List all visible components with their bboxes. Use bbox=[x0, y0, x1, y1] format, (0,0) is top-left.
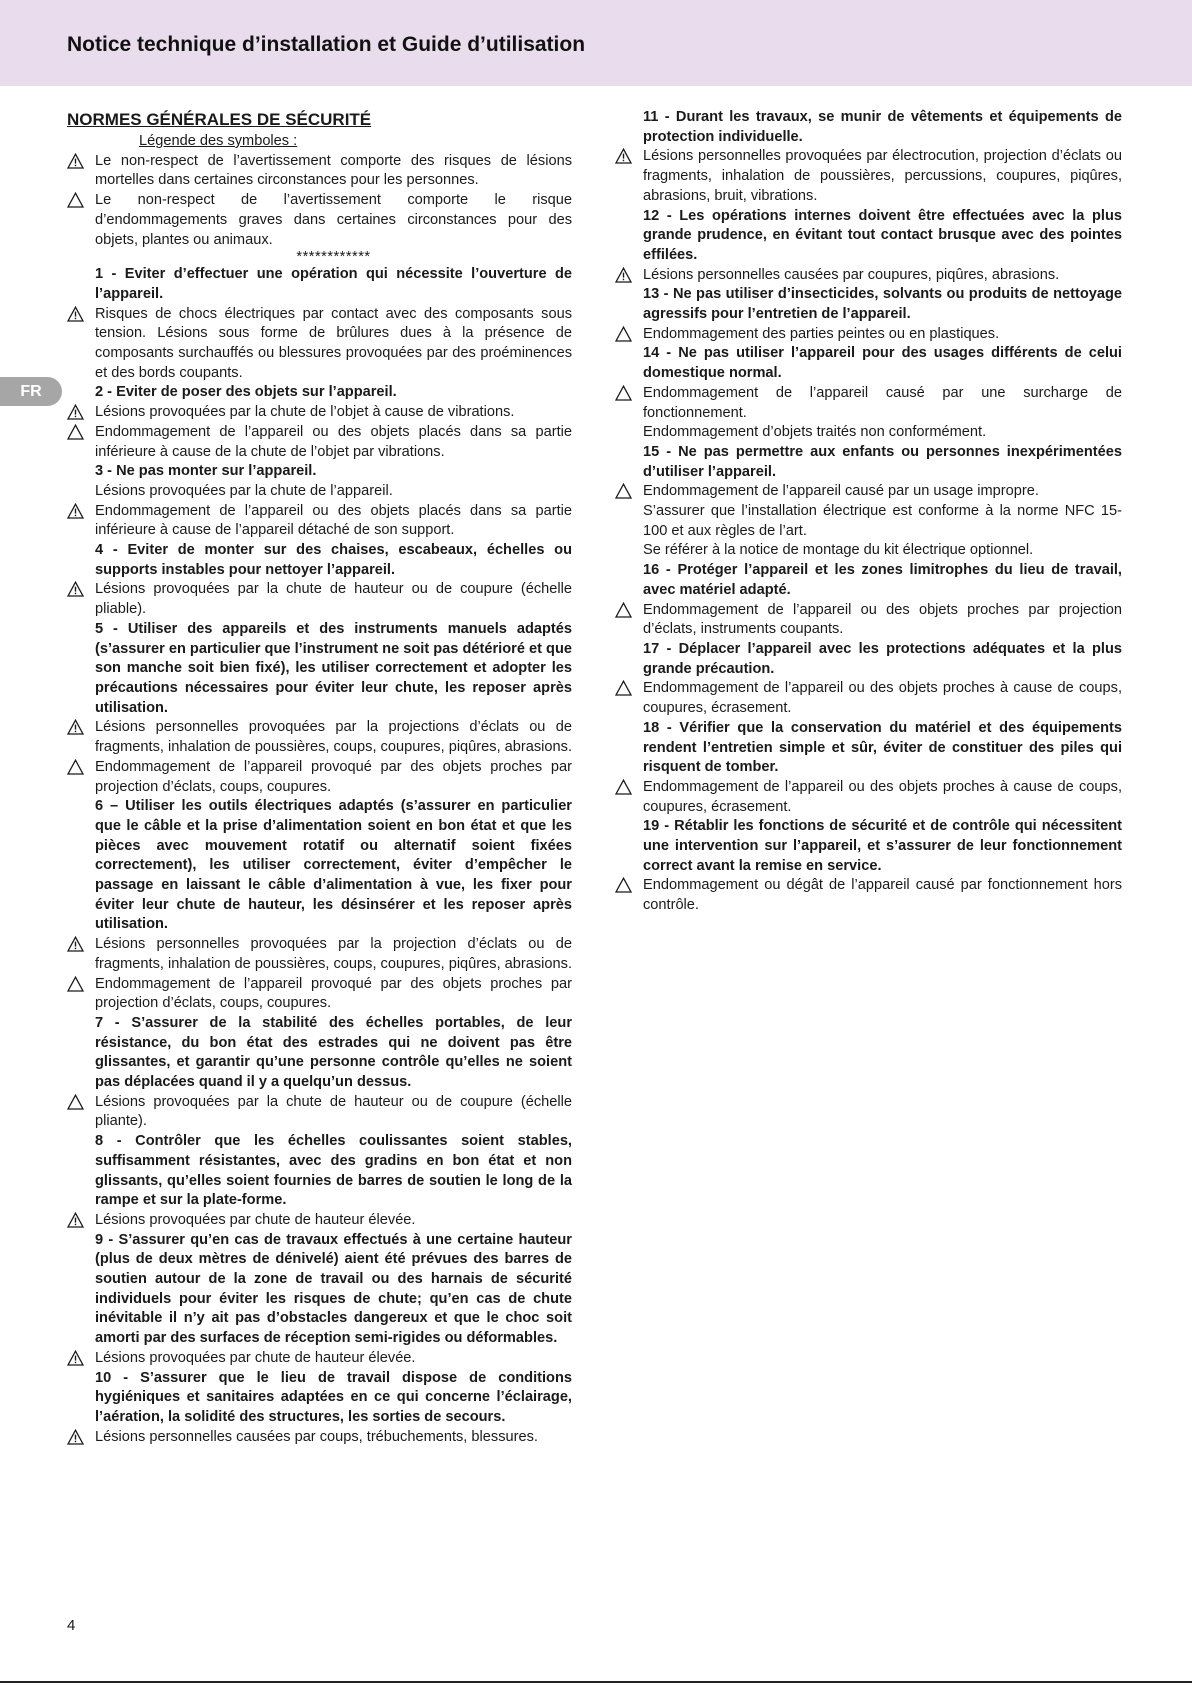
risk-item: Endommagement de l’appareil provoqué par des objets proches par projection d’éclats, coups, coupures. bbox=[67, 975, 572, 1014]
page-header bbox=[0, 0, 1192, 86]
caution-triangle-icon bbox=[615, 680, 632, 696]
risk-item: Lésions provoquées par chute de hauteur élevée. bbox=[67, 1349, 572, 1369]
caution-triangle-icon bbox=[67, 424, 84, 440]
rule-heading: 15 - Ne pas permettre aux enfants ou personnes inexpérimentées d’utiliser l’appareil. bbox=[643, 443, 1122, 480]
risk-item: Endommagement de l’appareil causé par un usage impropre. bbox=[615, 482, 1122, 502]
danger-warning-icon bbox=[67, 719, 84, 735]
rule-heading: 5 - Utiliser des appareils et des instruments manuels adaptés (s’assurer en particulier que l’instrument ne soit pas détérioré et que son manche soit bien fixé), les utiliser correctement et adopter les précautions nécessaires pour éviter leur chute, les reposer après utilisation. bbox=[95, 620, 572, 716]
rule-heading: 12 - Les opérations internes doivent être effectuées avec la plus grande prudence, en évitant tout contact brusque avec des pointes effilées. bbox=[643, 207, 1122, 263]
risk-item: Lésions personnelles provoquées par la projections d’éclats ou de fragments, inhalation de poussières, coups, coupures, piqûres, abrasions. bbox=[67, 718, 572, 757]
document-title: Notice technique d’installation et Guide d’utilisation bbox=[67, 33, 586, 56]
bottom-rule bbox=[0, 1681, 1192, 1683]
separator: ************ bbox=[296, 249, 371, 266]
rule-heading: 4 - Eviter de monter sur des chaises, escabeaux, échelles ou supports instables pour nettoyer l’appareil. bbox=[95, 542, 572, 578]
rule-heading: 14 - Ne pas utiliser l’appareil pour des usages différents de celui domestique normal. bbox=[643, 345, 1122, 382]
rule-heading: 7 - S’assurer de la stabilité des échelles portables, de leur résistance, du bon état des estrades qui ne doivent pas être glissantes, et garantir qu’une personne contrôle qu’elles ne soient pas déplacées quand il y a quelqu’un dessus. bbox=[95, 1014, 572, 1091]
rule-heading: 2 - Eviter de poser des objets sur l’appareil. bbox=[95, 384, 397, 401]
risk-item: Endommagement ou dégât de l’appareil causé par fonctionnement hors contrôle. bbox=[615, 876, 1122, 915]
caution-triangle-icon bbox=[67, 1094, 84, 1110]
rule-heading: 13 - Ne pas utiliser d’insecticides, solvants ou produits de nettoyage agressifs pour l’entretien de l’appareil. bbox=[643, 286, 1122, 323]
rule-heading: 17 - Déplacer l’appareil avec les protections adéquates et la plus grande précaution. bbox=[643, 640, 1122, 677]
danger-warning-icon bbox=[67, 1350, 84, 1366]
danger-warning-icon bbox=[67, 1212, 84, 1228]
risk-item: Endommagement de l’appareil ou des objets placés dans sa partie inférieure à cause de la chute de l’objet par vibrations. bbox=[67, 423, 572, 462]
caution-triangle-icon bbox=[615, 602, 632, 618]
rule-heading: 9 - S’assurer qu’en cas de travaux effectués à une certaine hauteur (plus de deux mètres de dénivelé) aient été prévues des barres de soutien autour de la zone de travail ou des harnais de sécurité individuels pour éviter les risques de chute; qu’en cas de chute inévitable il n’y ait pas d’obstacles dangereux et que le choc soit amorti par des surfaces de réception semi-rigides ou déformables. bbox=[95, 1231, 572, 1347]
danger-warning-icon bbox=[67, 936, 84, 952]
danger-warning-icon bbox=[67, 581, 84, 597]
caution-triangle-icon bbox=[615, 483, 632, 499]
legend-title: Légende des symboles : bbox=[139, 133, 298, 149]
risk-item: Lésions provoquées par la chute de l’appareil. bbox=[95, 482, 393, 499]
danger-warning-icon bbox=[67, 503, 84, 519]
rule-heading: 1 - Eviter d’effectuer une opération qui nécessite l’ouverture de l’appareil. bbox=[95, 266, 572, 302]
section-title: NORMES GÉNÉRALES DE SÉCURITÉ bbox=[67, 110, 372, 129]
risk-item: Lésions personnelles causées par coupures, piqûres, abrasions. bbox=[615, 266, 1122, 286]
danger-warning-icon bbox=[615, 267, 632, 283]
caution-triangle-icon bbox=[615, 326, 632, 342]
rule-heading: 11 - Durant les travaux, se munir de vêtements et équipements de protection individuelle. bbox=[643, 109, 1122, 145]
danger-warning-icon bbox=[67, 306, 84, 322]
rule-heading: 18 - Vérifier que la conservation du matériel et des équipements rendent l’entretien simple et sûr, éviter de constituer des piles qui risquent de tomber. bbox=[643, 719, 1122, 776]
rule-heading: 16 - Protéger l’appareil et les zones limitrophes du lieu de travail, avec matériel adapté. bbox=[643, 562, 1122, 598]
right-column bbox=[615, 108, 1122, 916]
rule-heading: 10 - S’assurer que le lieu de travail dispose de conditions hygiéniques et sanitaires adaptées en ce qui concerne l’éclairage, l’aération, la solidité des structures, les sorties de secours. bbox=[95, 1369, 572, 1425]
risk-item: Lésions provoquées par la chute de hauteur ou de coupure (échelle pliante). bbox=[67, 1093, 572, 1132]
caution-triangle-icon bbox=[67, 976, 84, 992]
risk-item: Lésions personnelles causées par coups, trébuchements, blessures. bbox=[67, 1428, 572, 1448]
language-tab: FR bbox=[0, 377, 62, 406]
risk-item: Lésions provoquées par la chute de l’objet à cause de vibrations. bbox=[67, 403, 572, 423]
rule-heading: 8 - Contrôler que les échelles coulissantes soient stables, suffisamment résistantes, avec des gradins en bon état et non glissants, qu’elles soient fournies de barres de soutien le long de la rampe et sur la plate-forme. bbox=[95, 1133, 572, 1209]
caution-triangle-icon bbox=[615, 385, 632, 401]
caution-triangle-icon bbox=[615, 779, 632, 795]
rule-heading: 19 - Rétablir les fonctions de sécurité et de contrôle qui nécessitent une intervention sur l’appareil, et s’assurer de leur fonctionnement correct avant la remise en service. bbox=[643, 818, 1122, 874]
risk-item: Endommagement de l’appareil causé par une surcharge de fonctionnement. bbox=[615, 384, 1122, 423]
danger-warning-icon bbox=[67, 1429, 84, 1445]
risk-item: Endommagement de l’appareil ou des objets placés dans sa partie inférieure à cause de l’appareil détaché de son support. bbox=[67, 502, 572, 541]
rule-heading: 6 – Utiliser les outils électriques adaptés (s’assurer en particulier que le câble et la prise d’alimentation soient en bon état et que les pièces avec mouvement rotatif ou alternatif soient fixées correctement), les utiliser correctement, éviter d’empêcher le passage en laissant le câble d’alimentation à vue, les fixer pour éviter leur chute de hauteur, les désinsérer et les reposer après utilisation. bbox=[95, 798, 572, 933]
risk-item: Lésions provoquées par la chute de hauteur ou de coupure (échelle pliable). bbox=[67, 580, 572, 619]
legend-danger: Le non-respect de l’avertissement comporte des risques de lésions mortelles dans certaines circonstances pour les personnes. bbox=[67, 152, 572, 191]
danger-warning-icon bbox=[615, 148, 632, 164]
risk-item: Endommagement de l’appareil ou des objets proches à cause de coups, coupures, écrasement. bbox=[615, 778, 1122, 817]
caution-triangle-icon bbox=[67, 192, 84, 208]
risk-item: Lésions provoquées par chute de hauteur élevée. bbox=[67, 1211, 572, 1231]
risk-item: Risques de chocs électriques par contact avec des composants sous tension. Lésions sous forme de brûlures dues à la présence de composants surchauffés ou blessures provoquées par des proéminences et des bords coupants. bbox=[67, 305, 572, 384]
left-column bbox=[67, 108, 572, 1447]
rule-heading: 3 - Ne pas monter sur l’appareil. bbox=[95, 463, 317, 480]
risk-item: Endommagement des parties peintes ou en plastiques. bbox=[615, 325, 1122, 345]
risk-item: Endommagement de l’appareil ou des objets proches par projection d’éclats, instruments coupants. bbox=[615, 601, 1122, 640]
danger-warning-icon bbox=[67, 404, 84, 420]
risk-item: Endommagement de l’appareil ou des objets proches à cause de coups, coupures, écrasement. bbox=[615, 679, 1122, 718]
caution-triangle-icon bbox=[615, 877, 632, 893]
risk-item: Lésions personnelles provoquées par la projection d’éclats ou de fragments, inhalation de poussières, coups, coupures, piqûres, abrasions. bbox=[67, 935, 572, 974]
legend-caution: Le non-respect de l’avertissement comporte le risque d’endommagements graves dans certaines circonstances pour des objets, plantes ou animaux. bbox=[67, 191, 572, 250]
note-item: Se référer à la notice de montage du kit électrique optionnel. bbox=[643, 542, 1034, 559]
page-number: 4 bbox=[67, 1617, 76, 1634]
caution-triangle-icon bbox=[67, 759, 84, 775]
risk-item: Endommagement de l’appareil provoqué par des objets proches par projection d’éclats, coups, coupures. bbox=[67, 758, 572, 797]
danger-warning-icon bbox=[67, 153, 84, 169]
risk-item: Endommagement d’objets traités non conformément. bbox=[643, 424, 987, 441]
note-item: S’assurer que l’installation électrique est conforme à la norme NFC 15-100 et aux règles de l’art. bbox=[643, 503, 1122, 539]
risk-item: Lésions personnelles provoquées par électrocution, projection d’éclats ou fragments, inhalation de poussières, percussions, coupures, piqûres, abrasions, bruit, vibrations. bbox=[615, 147, 1122, 206]
